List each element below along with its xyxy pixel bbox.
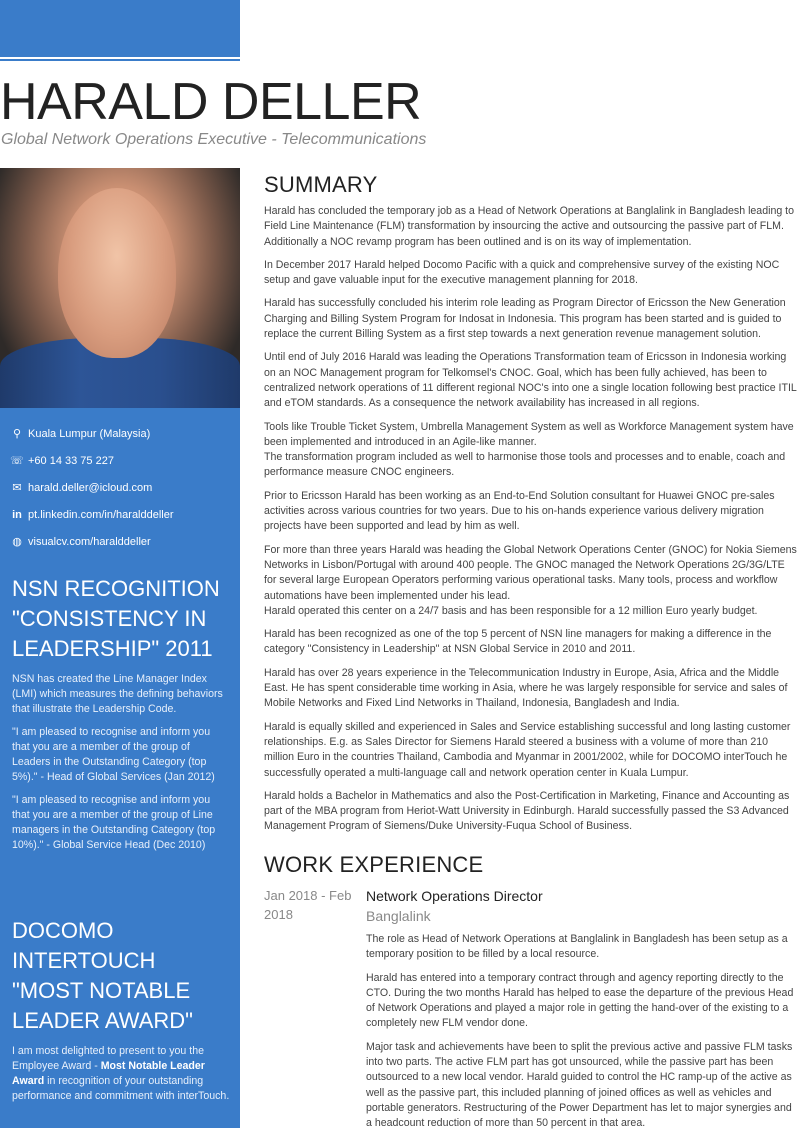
nsn-recognition-section <box>12 574 230 861</box>
job-body <box>366 886 800 1140</box>
job-title: Network Operations Director <box>366 888 543 904</box>
nsn-recognition-quote-2010: "I am pleased to recognise and inform you that you are a member of the group of Line managers in the Outstanding Category (top 10%)." - Global Service Head (Dec 2010) <box>12 794 216 851</box>
summary-paragraph: For more than three years Harald was heading the Global Network Operations Center (GNOC) for Nokia Siemens Networks in Lisbon/Portugal with around 400 people. The GNOC managed the Network Operations 2G/3G/LTE for several large European Operators performing various operational tasks. Many tools, process and workflow automations have been implemented under his lead. Harald operated this center on a 24/7 basis and has been responsible for a 12 million Euro yearly budget. <box>264 543 797 617</box>
nsn-recognition-quote-2012: "I am pleased to recognise and inform you that you are a member of the group of Leaders in the Outstanding Category (top 5%)." - Head of Global Services (Jan 2012) <box>12 726 215 783</box>
candidate-tagline: Global Network Operations Executive - Telecommunications <box>1 131 427 148</box>
contact-linkedin[interactable] <box>10 501 174 528</box>
job-description: Major task and achievements have been to split the previous active and passive FLM tasks into two parts. The active FLM part has got unsourced, while the passive part has been outsourced to a new local vendor. Harald guided to control the HC ramp-up of the active as well as the passive part, this included planning of joined offices as well as vehicles and portable generators. Restructuring of the Power Department has let to major synergies and a headcount reduction of more than 50 percent in that area. <box>366 1040 793 1130</box>
summary-paragraph: Harald has been recognized as one of the top 5 percent of NSN line managers for making a difference in the category "Consistency in Leadership" at NSN Global Service in 2010 and 2011. <box>264 628 772 656</box>
summary-paragraph: Harald has successfully concluded his interim role leading as Program Director of Ericsson the New Generation Charging and Billing System Program for Indosat in Indonesia. This program has been started and is guided to replace the current Billing System as a first step towards a next generation revenue management solution. <box>264 297 786 341</box>
profile-photo-face <box>58 188 176 358</box>
sidebar <box>0 168 240 1128</box>
nsn-recognition-text: NSN has created the Line Manager Index (LMI) which measures the defining behaviors that illustrate the Leadership Code. <box>12 673 223 715</box>
email-icon: ✉ <box>12 482 22 494</box>
contact-location <box>10 420 174 447</box>
phone-icon: ☏ <box>10 455 24 467</box>
docomo-award-text <box>12 1044 230 1104</box>
summary-paragraph: In December 2017 Harald helped Docomo Pacific with a quick and comprehensive survey of the existing NOC setup and gave valuable input for the executive management planning for 2018. <box>264 258 780 287</box>
contact-website[interactable] <box>10 528 174 555</box>
docomo-award-title: DOCOMO INTERTOUCH "MOST NOTABLE LEADER AWARD" <box>12 918 193 1033</box>
summary-section <box>264 172 800 843</box>
summary-title: SUMMARY <box>264 172 378 197</box>
job-company: Banglalink <box>366 908 431 924</box>
contact-website-link[interactable]: visualcv.com/haralddeller <box>28 535 151 548</box>
header-accent-line <box>0 59 240 61</box>
globe-icon: ◍ <box>12 536 22 548</box>
contact-phone-text[interactable]: +60 14 33 75 227 <box>28 454 114 467</box>
docomo-award-text-post: in recognition of your outstanding performance and commitment with interTouch. <box>12 1075 230 1102</box>
job-description: The role as Head of Network Operations at Banglalink in Bangladesh has been setup as a temporary position to be filled by a local resource. <box>366 933 788 961</box>
summary-paragraph: Until end of July 2016 Harald was leading the Operations Transformation team of Ericsson in Indonesia working on an NOC Management program for Telkomsel's CNOC. Goal, which has been fully achieved, has been to centralized network operations of 11 different regional NOC's into one a single location following best practice ITIL and eTOM standards. As a consequence the network availability has increased in all regions. <box>264 351 797 410</box>
contact-email[interactable] <box>10 474 174 501</box>
summary-paragraph: Harald is equally skilled and experienced in Sales and Service establishing successful and long lasting customer relationships. E.g. as Sales Director for Siemens Harald steered a business with a volume of more than 210 million Euro in the countries Thailand, Cambodia and Myanmar in 2001/2002, while for DOCOMO interTouch he successfully operated a multi-language call and network operation center in Kuala Lumpur. <box>264 720 791 779</box>
docomo-award-name: Most Notable Leader Award <box>12 1060 205 1087</box>
contact-location-text: Kuala Lumpur (Malaysia) <box>28 427 151 440</box>
contact-phone[interactable] <box>10 447 174 474</box>
location-icon: ⚲ <box>12 428 22 440</box>
nsn-recognition-title: NSN RECOGNITION "CONSISTENCY IN LEADERSHIP" 2011 <box>12 576 220 661</box>
contact-email-link[interactable]: harald.deller@icloud.com <box>28 481 153 494</box>
profile-photo <box>0 168 240 408</box>
job-description: Harald has entered into a temporary contract through and agency reporting directly to the CTO. During the two months Harald has helped to ease the departure of the previous Head of Network Operations and played a major role in getting the hand-over of the existing to a completely new FLM vendor done. <box>366 971 794 1030</box>
summary-paragraph: Harald has over 28 years experience in the Telecommunication Industry in Europe, Asia, Africa and the Middle East. He has spent considerable time working in Asia, where he was largely responsible for service and sales of Mobile Networks and Fixed Lind Networks in Thailand, Indonesia, Bangladesh and India. <box>264 666 788 710</box>
job-date: Jan 2018 - Feb 2018 <box>264 888 352 922</box>
contact-linkedin-link[interactable]: pt.linkedin.com/in/haralddeller <box>28 508 174 521</box>
summary-paragraph: Prior to Ericsson Harald has been working as an End-to-End Solution consultant for Huawei GNOC pre-sales activities across various countries for two years. Due to his on-hands experience various delivery migration projects have been supported and lead by him as well. <box>264 489 775 533</box>
summary-paragraph: Harald holds a Bachelor in Mathematics and also the Post-Certification in Marketing, Finance and Accounting as part of the MBA program from Heriot-Watt University in Edinburgh. Harald successfully passed the S3 Advanced Management Program of Siemens/Duke University-Fuqua School of Business. <box>264 789 790 833</box>
contact-list <box>10 420 174 555</box>
docomo-award-section <box>12 916 230 1112</box>
summary-paragraph: Harald has concluded the temporary job as a Head of Network Operations at Banglalink in Bangladesh leading to Field Line Maintenance (FLM) transformation by insourcing the active and outsourcing the passive part of FLM. Additionally a NOC revamp program has been outlined and is on its way of implementation. <box>264 205 795 248</box>
header-accent-band <box>0 0 240 57</box>
candidate-name: HARALD DELLER <box>0 73 422 131</box>
linkedin-icon: in <box>12 508 22 521</box>
summary-paragraph: Tools like Trouble Ticket System, Umbrella Management System as well as Workforce Management system have been implemented and introduced in an Agile-like manner. The transformation program included as well to harmonise those tools and processes and to enable, coach and performance measure CNOC engineers. <box>264 420 794 479</box>
work-experience-title: WORK EXPERIENCE <box>264 852 484 877</box>
docomo-award-text-pre: I am most delighted to present to you the Employee Award - <box>12 1045 204 1072</box>
